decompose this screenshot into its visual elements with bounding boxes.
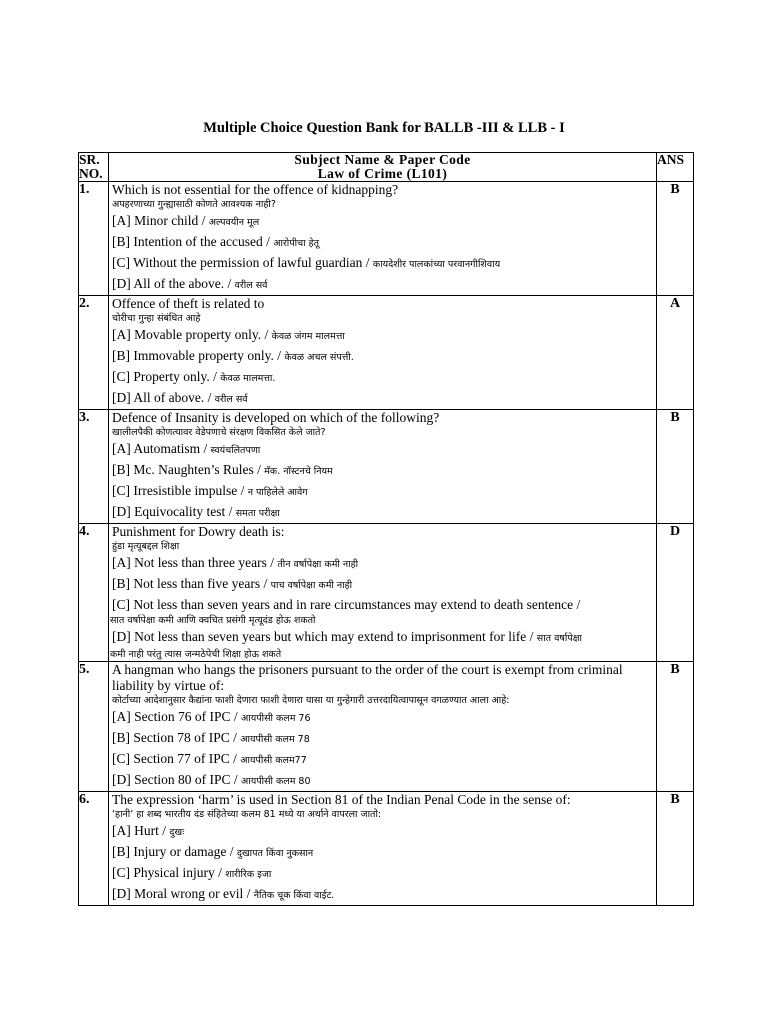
option-text: [A] Automatism / bbox=[112, 441, 211, 456]
option-line bbox=[109, 481, 656, 502]
option-line bbox=[109, 707, 656, 728]
option-text: [C] Irresistible impulse / bbox=[112, 483, 248, 498]
option-line bbox=[109, 460, 656, 481]
option-text: [D] All of above. / bbox=[112, 390, 215, 405]
question-body bbox=[109, 792, 657, 906]
sr-no-header: SR. NO. bbox=[79, 153, 109, 182]
question-body bbox=[109, 662, 657, 792]
option-text: [C] Section 77 of IPC / bbox=[112, 751, 241, 766]
option-line bbox=[109, 325, 656, 346]
option-line bbox=[109, 274, 656, 295]
option-text-marathi: सात वर्षापेक्षा bbox=[536, 633, 583, 644]
subject-name-label: Subject Name & Paper Code bbox=[294, 152, 471, 167]
question-text-marathi: हुंडा मृत्यूबद्दल शिक्षा bbox=[112, 541, 180, 552]
option-line bbox=[109, 728, 656, 749]
question-text: Defence of Insanity is developed on which of the following? bbox=[112, 410, 440, 425]
question-number: 3. bbox=[79, 410, 109, 524]
question-text: Offence of theft is related to bbox=[112, 296, 265, 311]
question-row bbox=[79, 182, 694, 296]
question-text-marathi: खालीलपैकी कोणत्यावर वेडेपणाचे संरक्षण विकसित केले जाते? bbox=[112, 427, 326, 438]
option-line bbox=[109, 232, 656, 253]
option-line bbox=[109, 388, 656, 409]
option-text: [D] All of the above. / bbox=[112, 276, 235, 291]
option-line bbox=[109, 574, 656, 595]
option-text-marathi: नैतिक चूक किंवा वाईट. bbox=[253, 890, 335, 901]
option-line bbox=[109, 502, 656, 523]
question-number: 6. bbox=[79, 792, 109, 906]
option-text: [C] Property only. / bbox=[112, 369, 221, 384]
option-line bbox=[109, 367, 656, 388]
option-text-marathi: केवळ अचल संपत्ती. bbox=[284, 352, 354, 363]
option-text-marathi-continued: कमी नाही परंतु त्यास जन्मठेपेची शिक्षा होऊ शकते bbox=[110, 649, 282, 660]
option-text: [A] Hurt / bbox=[112, 823, 170, 838]
option-text-marathi: स्वयंचलितपणा bbox=[210, 445, 261, 456]
option-text: [A] Movable property only. / bbox=[112, 327, 272, 342]
option-text-marathi: केवळ जंगम मालमत्ता bbox=[271, 331, 345, 342]
option-line bbox=[109, 770, 656, 791]
option-text-marathi: शारीरिक इजा bbox=[225, 869, 272, 880]
option-text: [B] Section 78 of IPC / bbox=[112, 730, 241, 745]
option-text-marathi: दुखापत किंवा नुकसान bbox=[236, 848, 314, 859]
option-text: [A] Not less than three years / bbox=[112, 555, 278, 570]
option-text-marathi: आयपीसी कलम 76 bbox=[241, 713, 311, 724]
option-text: [A] Section 76 of IPC / bbox=[112, 709, 241, 724]
option-line bbox=[109, 211, 656, 232]
option-text: [C] Without the permission of lawful guardian / bbox=[112, 255, 373, 270]
option-line bbox=[109, 346, 656, 367]
option-line bbox=[109, 749, 656, 770]
question-row bbox=[79, 792, 694, 906]
option-text: [A] Minor child / bbox=[112, 213, 209, 228]
question-text: A hangman who hangs the prisoners pursuant to the order of the court is exempt from criminal liability by virtue of: bbox=[112, 662, 623, 693]
option-line bbox=[109, 595, 656, 614]
option-text: [B] Intention of the accused / bbox=[112, 234, 274, 249]
answer-header: ANS bbox=[657, 153, 694, 182]
option-text-marathi: वरील सर्व bbox=[234, 280, 268, 291]
option-text-marathi-continued: सात वर्षापेक्षा कमी आणि क्वचित प्रसंगी मृत्यूदंड होऊ शकतो bbox=[110, 615, 316, 626]
option-text-marathi: पाच वर्षापेक्षा कमी नाही bbox=[270, 580, 353, 591]
question-text-marathi: चोरीचा गुन्हा संबंधित आहे bbox=[112, 313, 201, 324]
question-row bbox=[79, 662, 694, 792]
option-line bbox=[109, 553, 656, 574]
answer-value: B bbox=[657, 410, 694, 524]
option-line bbox=[109, 253, 656, 274]
question-number: 1. bbox=[79, 182, 109, 296]
question-row bbox=[79, 410, 694, 524]
table-header-row bbox=[79, 153, 694, 182]
option-text: [D] Moral wrong or evil / bbox=[112, 886, 254, 901]
question-row bbox=[79, 524, 694, 662]
question-body bbox=[109, 410, 657, 524]
question-body bbox=[109, 182, 657, 296]
option-text-marathi: आयपीसी कलम 80 bbox=[241, 776, 311, 787]
option-text-marathi: मॅक. नॉस्टनचे नियम bbox=[264, 466, 333, 477]
question-table bbox=[78, 152, 694, 906]
option-text-marathi: तीन वर्षापेक्षा कमी नाही bbox=[277, 559, 359, 570]
option-text: [B] Not less than five years / bbox=[112, 576, 271, 591]
answer-value: B bbox=[657, 662, 694, 792]
question-text: Which is not essential for the offence of kidnapping? bbox=[112, 182, 399, 197]
question-text-marathi: अपहरणाच्या गुन्ह्यासाठी कोणते आवश्यक नाही? bbox=[112, 199, 276, 210]
option-text-marathi: आरोपीचा हेतू bbox=[273, 238, 320, 249]
subject-header bbox=[109, 153, 657, 182]
option-text-marathi: न पाहिलेले आवेग bbox=[247, 487, 308, 498]
option-line bbox=[109, 627, 656, 648]
option-text: [B] Injury or damage / bbox=[112, 844, 237, 859]
option-text-marathi: कायदेशीर पालकांच्या परवानगीशिवाय bbox=[372, 259, 501, 270]
question-body bbox=[109, 524, 657, 662]
option-text-marathi: आयपीसी कलम77 bbox=[240, 755, 307, 766]
answer-value: B bbox=[657, 182, 694, 296]
option-text: [B] Mc. Naughten’s Rules / bbox=[112, 462, 265, 477]
option-text-marathi: केवळ मालमत्ता. bbox=[220, 373, 276, 384]
option-text-marathi: दुखः bbox=[169, 827, 185, 838]
option-text: [D] Equivocality test / bbox=[112, 504, 236, 519]
option-line bbox=[109, 821, 656, 842]
question-text-marathi: कोर्टाच्या आदेशानुसार कैद्यांना फाशी देणारा फाशी देणारा यासा या गुन्हेगारी उत्तरदायित्वापासून वगळण्यात आला आहे: bbox=[112, 695, 510, 706]
question-text-marathi: ‘हानी’ हा शब्द भारतीय दंड संहितेच्या कलम 81 मध्ये या अर्थाने वापरला जातो: bbox=[112, 809, 382, 820]
option-text-marathi: अल्पवयीन मूल bbox=[208, 217, 260, 228]
question-text: The expression ‘harm’ is used in Section 81 of the Indian Penal Code in the sense of: bbox=[112, 792, 571, 807]
option-line bbox=[109, 439, 656, 460]
option-line bbox=[109, 884, 656, 905]
answer-value: A bbox=[657, 296, 694, 410]
question-number: 5. bbox=[79, 662, 109, 792]
option-text: [D] Not less than seven years but which may extend to imprisonment for life / bbox=[112, 629, 537, 644]
page-title: Multiple Choice Question Bank for BALLB -III & LLB - I bbox=[203, 120, 565, 136]
option-text: [B] Immovable property only. / bbox=[112, 348, 285, 363]
option-line bbox=[109, 863, 656, 884]
question-text: Punishment for Dowry death is: bbox=[112, 524, 285, 539]
question-row bbox=[79, 296, 694, 410]
option-text: [D] Section 80 of IPC / bbox=[112, 772, 241, 787]
answer-value: B bbox=[657, 792, 694, 906]
option-text-marathi: आयपीसी कलम 78 bbox=[240, 734, 310, 745]
question-body bbox=[109, 296, 657, 410]
option-line bbox=[109, 842, 656, 863]
paper-code-label: Law of Crime (L101) bbox=[317, 166, 448, 181]
question-number: 4. bbox=[79, 524, 109, 662]
option-text-marathi: समता परीक्षा bbox=[235, 508, 280, 519]
answer-value: D bbox=[657, 524, 694, 662]
option-text-marathi: वरील सर्व bbox=[214, 394, 248, 405]
option-text: [C] Physical injury / bbox=[112, 865, 226, 880]
option-text: [C] Not less than seven years and in rare circumstances may extend to death sentence / bbox=[112, 597, 581, 612]
question-number: 2. bbox=[79, 296, 109, 410]
